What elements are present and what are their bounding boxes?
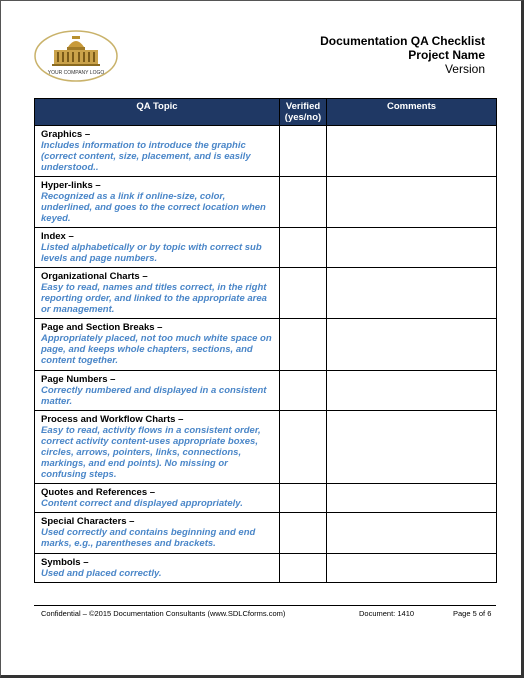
qa-topic-name: Hyper-links – [41,180,101,191]
qa-topic-name: Process and Workflow Charts – [41,414,184,425]
table-row [35,319,497,371]
column-header-qa-topic: QA Topic [35,99,280,126]
qa-topic-cell [35,371,280,411]
qa-topic-cell [35,554,280,583]
qa-topic-cell [35,268,280,319]
comments-cell[interactable] [327,319,497,371]
table-row [35,513,497,554]
footer-document-number: Document: 1410 [359,609,415,618]
verified-cell[interactable] [280,484,327,513]
column-header-verified: Verified (yes/no) [280,99,327,126]
comments-cell[interactable] [327,228,497,268]
qa-topic-description: Easy to read, activity flows in a consistent order, correct activity content-uses appropriate boxes, circles, arrows, pointers, links, connections, markings, and end points). No missing or confusing steps. [41,425,261,480]
qa-topic-cell [35,228,280,268]
footer-confidential: Confidential – ©2015 Documentation Consultants (www.SDLCforms.com) [41,609,286,618]
table-row [35,228,497,268]
qa-checklist-table [34,98,497,583]
comments-cell[interactable] [327,513,497,554]
project-name: Project Name [408,48,485,62]
qa-topic-description: Correctly numbered and displayed in a consistent matter. [41,385,267,407]
qa-topic-name: Organizational Charts – [41,271,148,282]
table-row [35,554,497,583]
qa-topic-name: Page and Section Breaks – [41,322,163,333]
version-label: Version [444,62,485,76]
qa-topic-name: Special Characters – [41,516,135,527]
qa-topic-description: Easy to read, names and titles correct, in the right reporting order, and linked to the appropriate area or management. [41,282,267,315]
qa-topic-description: Recognized as a link if online-size, color, underlined, and goes to the correct location when keyed. [41,191,266,224]
qa-topic-cell [35,513,280,554]
qa-topic-name: Index – [41,231,74,242]
qa-topic-description: Includes information to introduce the graphic (correct content, size, placement, and is easily understood.. [41,140,251,173]
qa-topic-name: Graphics – [41,129,91,140]
qa-topic-cell [35,411,280,484]
table-header-row [35,99,497,126]
qa-topic-cell [35,126,280,177]
comments-cell[interactable] [327,371,497,411]
qa-topic-description: Used correctly and contains beginning and end marks, e.g., parentheses and brackets. [41,527,256,549]
footer-page-number: Page 5 of 6 [453,609,492,618]
table-row [35,484,497,513]
qa-topic-name: Symbols – [41,557,89,568]
verified-cell[interactable] [280,513,327,554]
verified-cell[interactable] [280,371,327,411]
qa-topic-description: Listed alphabetically or by topic with correct sub levels and page numbers. [41,242,262,264]
table-row [35,268,497,319]
qa-topic-cell [35,177,280,228]
column-header-comments: Comments [327,99,497,126]
verified-cell[interactable] [280,411,327,484]
qa-topic-name: Page Numbers – [41,374,116,385]
comments-cell[interactable] [327,177,497,228]
qa-topic-description: Appropriately placed, not too much white space on page, and keeps whole chapters, sections, and content together. [41,333,272,366]
qa-topic-name: Quotes and References – [41,487,156,498]
comments-cell[interactable] [327,484,497,513]
table-row [35,177,497,228]
qa-topic-cell [35,319,280,371]
comments-cell[interactable] [327,126,497,177]
table-row [35,411,497,484]
verified-cell[interactable] [280,228,327,268]
document-title: Documentation QA Checklist [320,34,485,48]
company-logo [34,30,118,82]
footer-divider [34,605,496,606]
verified-cell[interactable] [280,319,327,371]
comments-cell[interactable] [327,411,497,484]
verified-cell[interactable] [280,268,327,319]
comments-cell[interactable] [327,268,497,319]
qa-topic-description: Content correct and displayed appropriately. [41,498,243,509]
table-body [35,126,497,583]
document-header [320,34,485,76]
verified-cell[interactable] [280,554,327,583]
verified-cell[interactable] [280,126,327,177]
table-row [35,126,497,177]
table-row [35,371,497,411]
qa-topic-description: Used and placed correctly. [41,568,162,579]
logo-text: YOUR COMPANY LOGO [47,70,105,76]
verified-cell[interactable] [280,177,327,228]
comments-cell[interactable] [327,554,497,583]
qa-topic-cell [35,484,280,513]
